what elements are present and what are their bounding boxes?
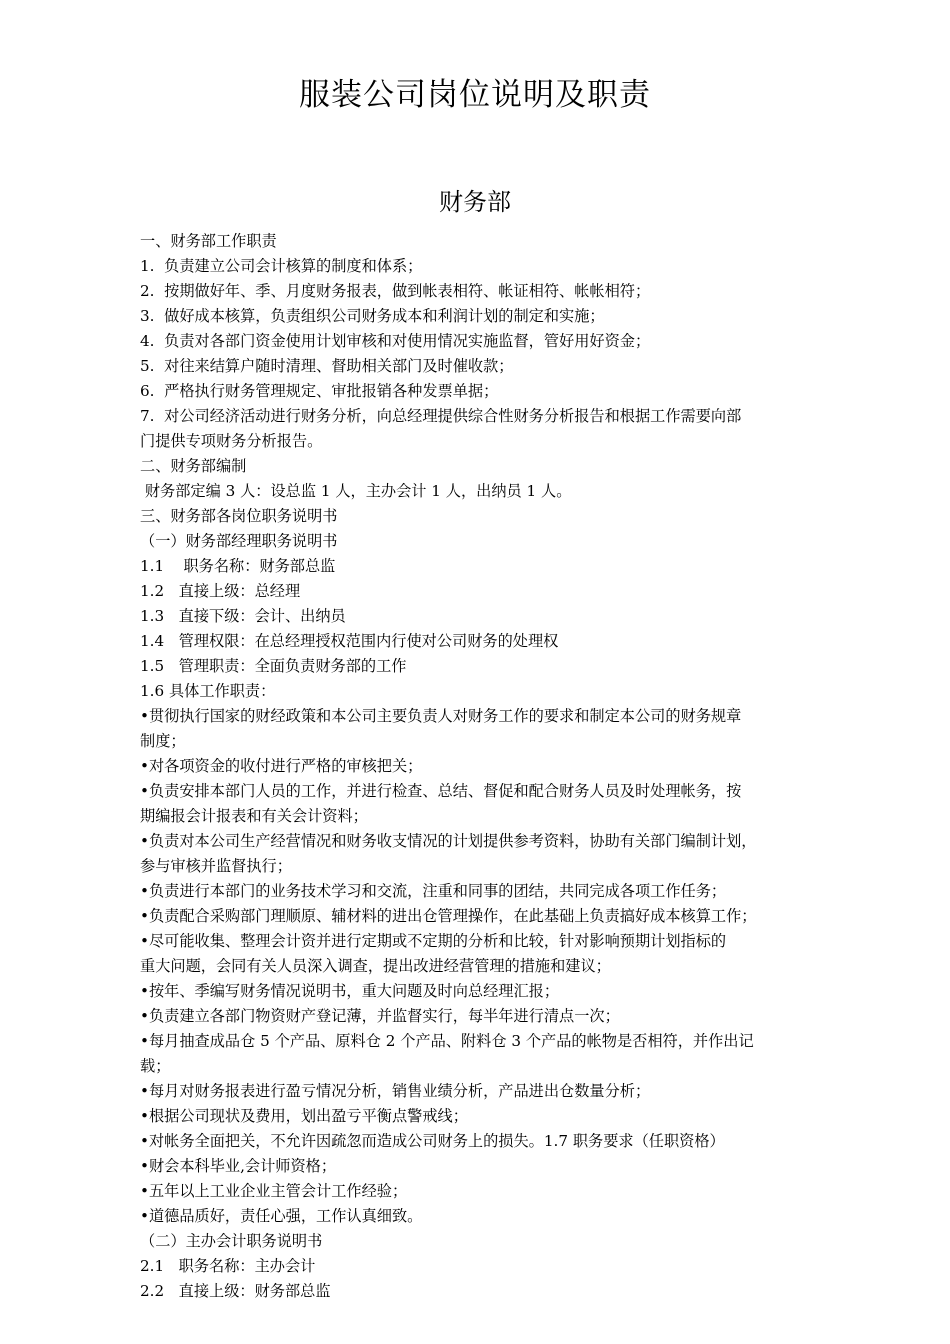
section-heading: 一、财务部工作职责 <box>140 232 277 250</box>
subsection-heading: （一）财务部经理职务说明书 <box>140 532 338 550</box>
bullet-item-continued: 载； <box>140 1057 171 1075</box>
bullet-item: •负责配合采购部门理顺原、辅材料的进出仓管理操作，在此基础上负责搞好成本核算工作； <box>140 907 757 925</box>
duty-item-continued: 门提供专项财务分析报告。 <box>140 432 323 450</box>
bullet-item: •负责建立各部门物资财产登记薄，并监督实行，每半年进行清点一次； <box>140 1007 620 1025</box>
bullet-item: •每月对财务报表进行盈亏情况分析，销售业绩分析，产品进出仓数量分析； <box>140 1082 651 1100</box>
bullet-item: •对各项资金的收付进行严格的审核把关； <box>140 757 423 775</box>
bullet-item: •贯彻执行国家的财经政策和本公司主要负责人对财务工作的要求和制定本公司的财务规章 <box>140 707 742 725</box>
job-attribute: 1.5 管理职责：全面负责财务部的工作 <box>140 657 407 675</box>
bullet-item-continued: 参与审核并监督执行； <box>140 857 292 875</box>
duty-item: 3. 做好成本核算，负责组织公司财务成本和利润计划的制定和实施； <box>140 307 605 325</box>
bullet-item: •按年、季编写财务情况说明书，重大问题及时向总经理汇报； <box>140 982 560 1000</box>
section-heading: 三、财务部各岗位职务说明书 <box>140 507 338 525</box>
bullet-item: •负责对本公司生产经营情况和财务收支情况的计划提供参考资料，协助有关部门编制计划， <box>140 832 757 850</box>
bullet-item: •负责进行本部门的业务技术学习和交流，注重和同事的团结，共同完成各项工作任务； <box>140 882 727 900</box>
duty-item: 7. 对公司经济活动进行财务分析，向总经理提供综合性财务分析报告和根据工作需要向部 <box>140 407 742 425</box>
duty-item: 4. 负责对各部门资金使用计划审核和对使用情况实施监督，管好用好资金； <box>140 332 651 350</box>
job-attribute: 1.3 直接下级：会计、出纳员 <box>140 607 346 625</box>
bullet-item-continued: 制度； <box>140 732 186 750</box>
job-attribute: 1.1 职务名称：财务部总监 <box>140 557 336 575</box>
bullet-item: •负责安排本部门人员的工作，并进行检查、总结、督促和配合财务人员及时处理帐务，按 <box>140 782 742 800</box>
duty-item: 5. 对往来结算户随时清理、督助相关部门及时催收款； <box>140 357 514 375</box>
bullet-item: •每月抽查成品仓 5 个产品、原料仓 2 个产品、附料仓 3 个产品的帐物是否相符，并作出记 <box>140 1032 754 1050</box>
job-attribute: 2.1 职务名称：主办会计 <box>140 1257 316 1275</box>
bullet-item-continued: 期编报会计报表和有关会计资料； <box>140 807 368 825</box>
bullet-item: •财会本科毕业,会计师资格； <box>140 1157 337 1175</box>
section-heading: 二、财务部编制 <box>140 457 247 475</box>
bullet-item: •对帐务全面把关，不允许因疏忽而造成公司财务上的损失。1.7 职务要求（任职资格） <box>140 1132 725 1150</box>
bullet-item: •道德品质好，责任心强，工作认真细致。 <box>140 1207 423 1225</box>
job-attribute: 1.4 管理权限：在总经理授权范围内行使对公司财务的处理权 <box>140 632 559 650</box>
bullet-item: •尽可能收集、整理会计资并进行定期或不定期的分析和比较，针对影响预期计划指标的 <box>140 932 727 950</box>
bullet-item: •五年以上工业企业主管会计工作经验； <box>140 1182 408 1200</box>
job-attribute: 1.6 具体工作职责： <box>140 682 276 700</box>
job-attribute: 2.2 直接上级：财务部总监 <box>140 1282 331 1300</box>
department-heading: 财务部 <box>439 188 511 216</box>
document-title: 服装公司岗位说明及职责 <box>299 77 651 113</box>
subsection-heading: （二）主办会计职务说明书 <box>140 1232 323 1250</box>
document-body <box>140 229 830 1304</box>
bullet-item-continued: 重大问题，会同有关人员深入调查，提出改进经营管理的措施和建议； <box>140 957 611 975</box>
bullet-item: •根据公司现状及费用，划出盈亏平衡点警戒线； <box>140 1107 468 1125</box>
staffing-text: 财务部定编 3 人：设总监 1 人，主办会计 1 人，出纳员 1 人。 <box>140 482 572 500</box>
duty-item: 6. 严格执行财务管理规定、审批报销各种发票单据； <box>140 382 499 400</box>
job-attribute: 1.2 直接上级：总经理 <box>140 582 301 600</box>
duty-item: 1. 负责建立公司会计核算的制度和体系； <box>140 257 423 275</box>
duty-item: 2. 按期做好年、季、月度财务报表，做到帐表相符、帐证相符、帐帐相符； <box>140 282 651 300</box>
